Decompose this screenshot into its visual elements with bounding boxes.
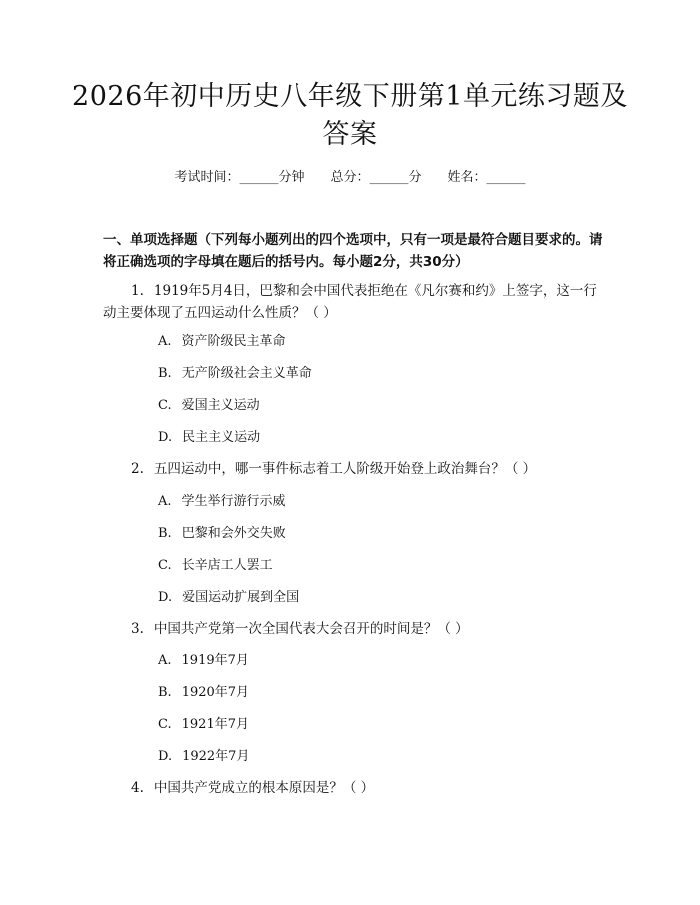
question-4: [103, 777, 603, 799]
question-1-option-c: [158, 396, 260, 416]
option-letter: A.: [158, 334, 172, 349]
option-text: 爱国主义运动: [181, 398, 260, 413]
question-2: [103, 458, 603, 480]
option-text: 学生举行游行示威: [181, 494, 286, 509]
question-1-option-d: [158, 428, 260, 448]
option-letter: C.: [158, 717, 172, 732]
option-text: 巴黎和会外交失败: [181, 526, 286, 541]
option-text: 无产阶级社会主义革命: [181, 366, 312, 381]
option-text: 资产阶级民主革命: [181, 334, 286, 349]
option-letter: D.: [158, 430, 173, 445]
option-letter: B.: [158, 526, 172, 541]
option-text: 1922年7月: [182, 749, 250, 764]
question-3-option-a: [158, 651, 249, 671]
option-text: 1921年7月: [181, 717, 249, 732]
question-text: 中国共产党成立的根本原因是？（ ）: [153, 780, 375, 796]
question-text: 中国共产党第一次全国代表大会召开的时间是？（ ）: [153, 621, 469, 637]
option-text: 民主主义运动: [182, 430, 261, 445]
section-heading: 一、单项选择题（下列每小题列出的四个选项中，只有一项是最符合题目要求的。请将正确选项的字母填在题后的括号内。每小题2分，共30分）: [103, 232, 603, 270]
option-letter: D.: [158, 590, 173, 605]
question-1-option-a: [158, 332, 286, 352]
question-3: [103, 618, 603, 640]
option-text: 1919年7月: [181, 653, 249, 668]
question-text: 1919年5月4日，巴黎和会中国代表拒绝在《凡尔赛和约》上签字，这一行动主要体现了五四运动什么性质？（ ）: [103, 283, 597, 321]
question-number: 1.: [131, 283, 144, 299]
question-2-option-d: [158, 588, 299, 608]
option-text: 1920年7月: [181, 685, 250, 700]
option-letter: B.: [158, 366, 172, 381]
option-letter: C.: [158, 558, 172, 573]
option-letter: D.: [158, 749, 173, 764]
option-letter: C.: [158, 398, 172, 413]
question-number: 4.: [131, 780, 144, 796]
option-text: 爱国运动扩展到全国: [182, 590, 300, 605]
exam-info-line: [0, 168, 700, 188]
option-letter: A.: [158, 653, 172, 668]
option-letter: B.: [158, 685, 172, 700]
question-number: 2.: [131, 461, 144, 477]
question-number: 3.: [131, 621, 144, 637]
question-1: [103, 280, 603, 324]
student-name-label: 姓名：______: [447, 170, 526, 185]
option-text: 长辛店工人罢工: [181, 558, 273, 573]
question-3-option-d: [158, 747, 249, 767]
question-3-option-b: [158, 683, 249, 703]
question-2-option-c: [158, 556, 273, 576]
document-title: 2026年初中历史八年级下册第1单元练习题及答案: [72, 81, 628, 150]
question-2-option-b: [158, 524, 286, 544]
exam-time-label: 考试时间：______分钟: [174, 170, 305, 185]
question-3-option-c: [158, 715, 249, 735]
question-text: 五四运动中，哪一事件标志着工人阶级开始登上政治舞台？（ ）: [153, 461, 537, 477]
question-1-option-b: [158, 364, 312, 384]
total-score-label: 总分：______分: [330, 170, 422, 185]
question-2-option-a: [158, 492, 286, 512]
option-letter: A.: [158, 494, 172, 509]
